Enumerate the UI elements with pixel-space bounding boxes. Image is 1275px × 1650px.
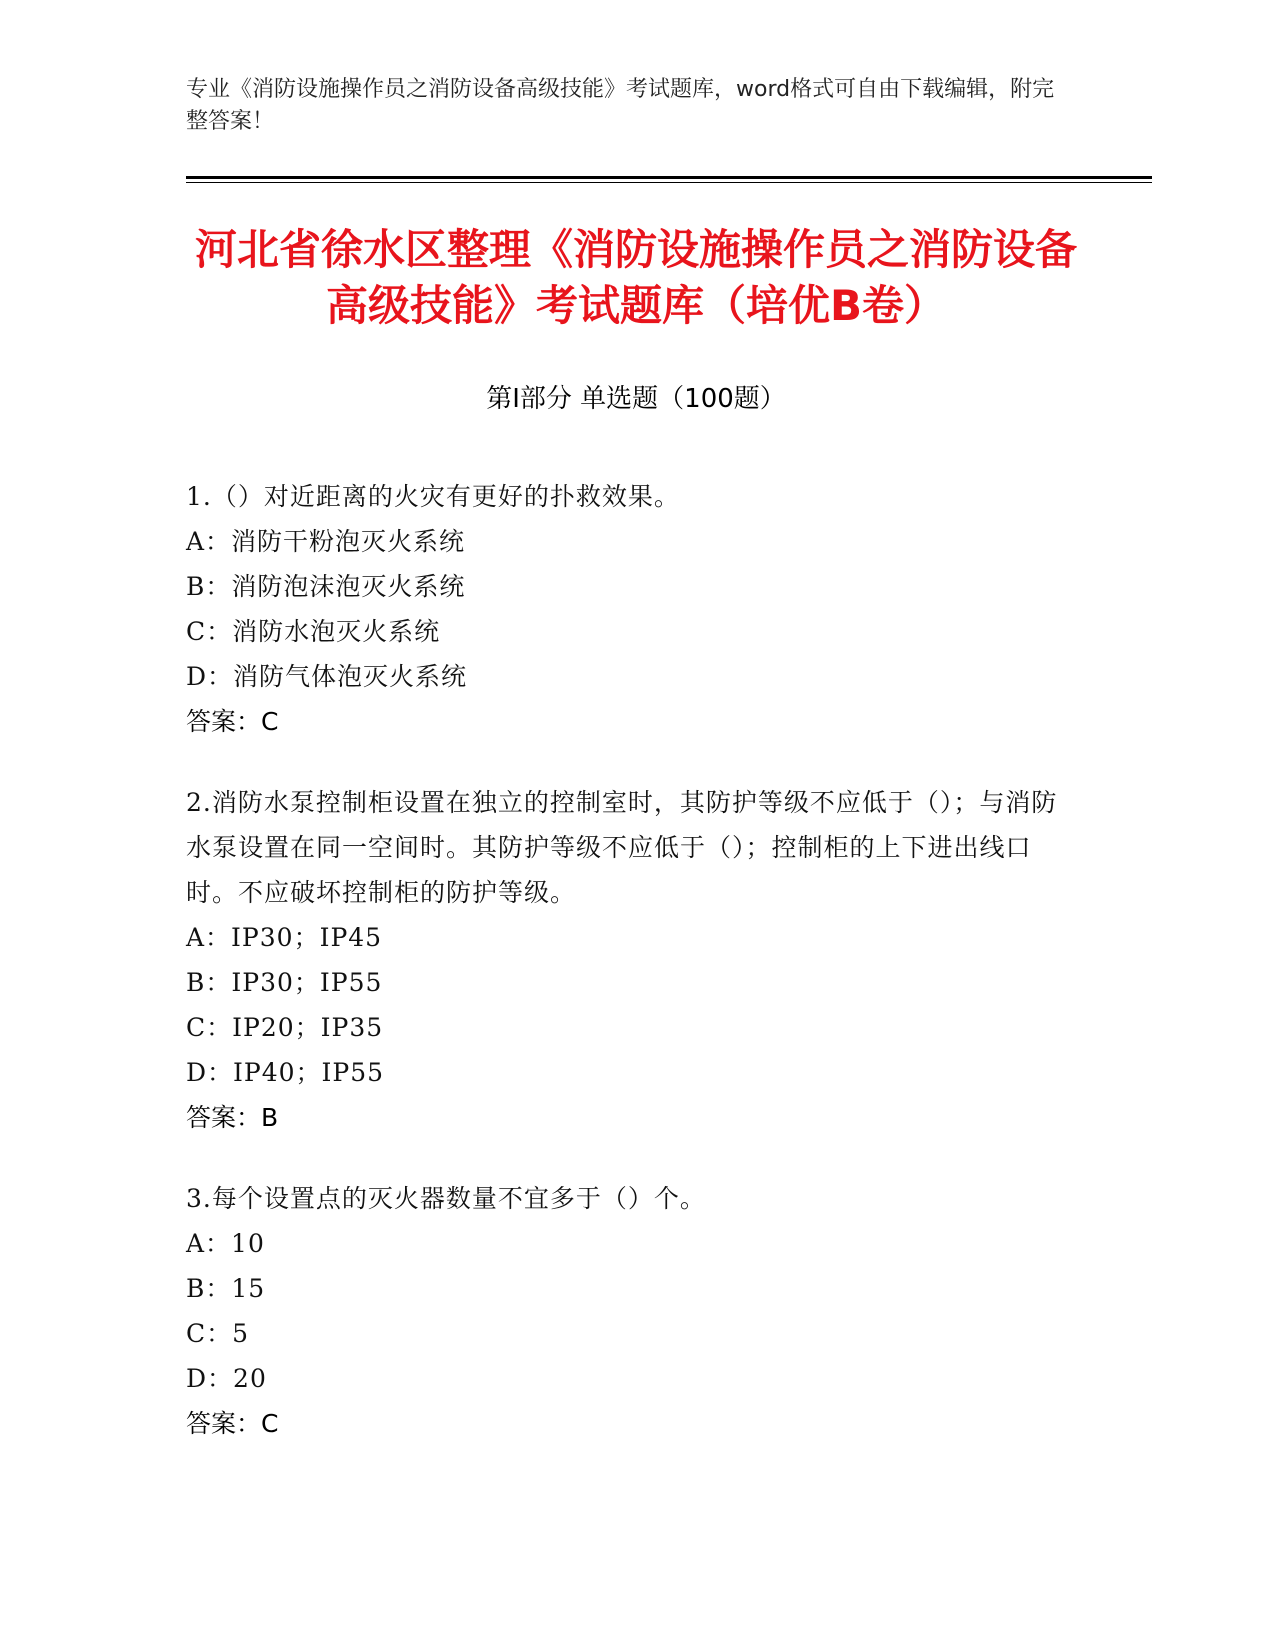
header-note: 专业《消防设施操作员之消防设备高级技能》考试题库，word格式可自由下载编辑，附完整答案！ [186,77,1055,134]
question-3 [186,1176,1066,1446]
option-c: C：消防水泡灭火系统 [186,617,441,646]
option-a: A：10 [186,1229,265,1258]
option-d: D：IP40；IP55 [186,1058,385,1087]
answer: 答案：C [186,1409,279,1438]
question-2 [186,780,1066,1140]
question-1 [186,474,1066,744]
option-d: D：20 [186,1364,267,1393]
option-a: A：IP30；IP45 [186,923,383,952]
option-b: B：IP30；IP55 [186,968,383,997]
question-stem: 3.每个设置点的灭火器数量不宜多于（）个。 [186,1184,706,1213]
question-list [186,474,1066,1482]
answer: 答案：C [186,707,279,736]
document-title: 河北省徐水区整理《消防设施操作员之消防设备高级技能》考试题库（培优B卷） [194,225,1077,330]
option-c: C：IP20；IP35 [186,1013,384,1042]
header-divider-thick [186,176,1152,179]
header-divider-thin [186,182,1152,183]
option-c: C：5 [186,1319,250,1348]
question-stem: 1.（）对近距离的火灾有更好的扑救效果。 [186,482,680,511]
option-b: B：消防泡沫泡灭火系统 [186,572,466,601]
answer: 答案：B [186,1103,279,1132]
question-stem: 2.消防水泵控制柜设置在独立的控制室时，其防护等级不应低于（）；与消防水泵设置在同一空间时。其防护等级不应低于（）；控制柜的上下进出线口时。不应破坏控制柜的防护等级。 [186,788,1058,907]
option-d: D：消防气体泡灭火系统 [186,662,468,691]
option-a: A：消防干粉泡灭火系统 [186,527,466,556]
section-title: 第I部分 单选题（100题） [486,384,786,414]
option-b: B：15 [186,1274,266,1303]
